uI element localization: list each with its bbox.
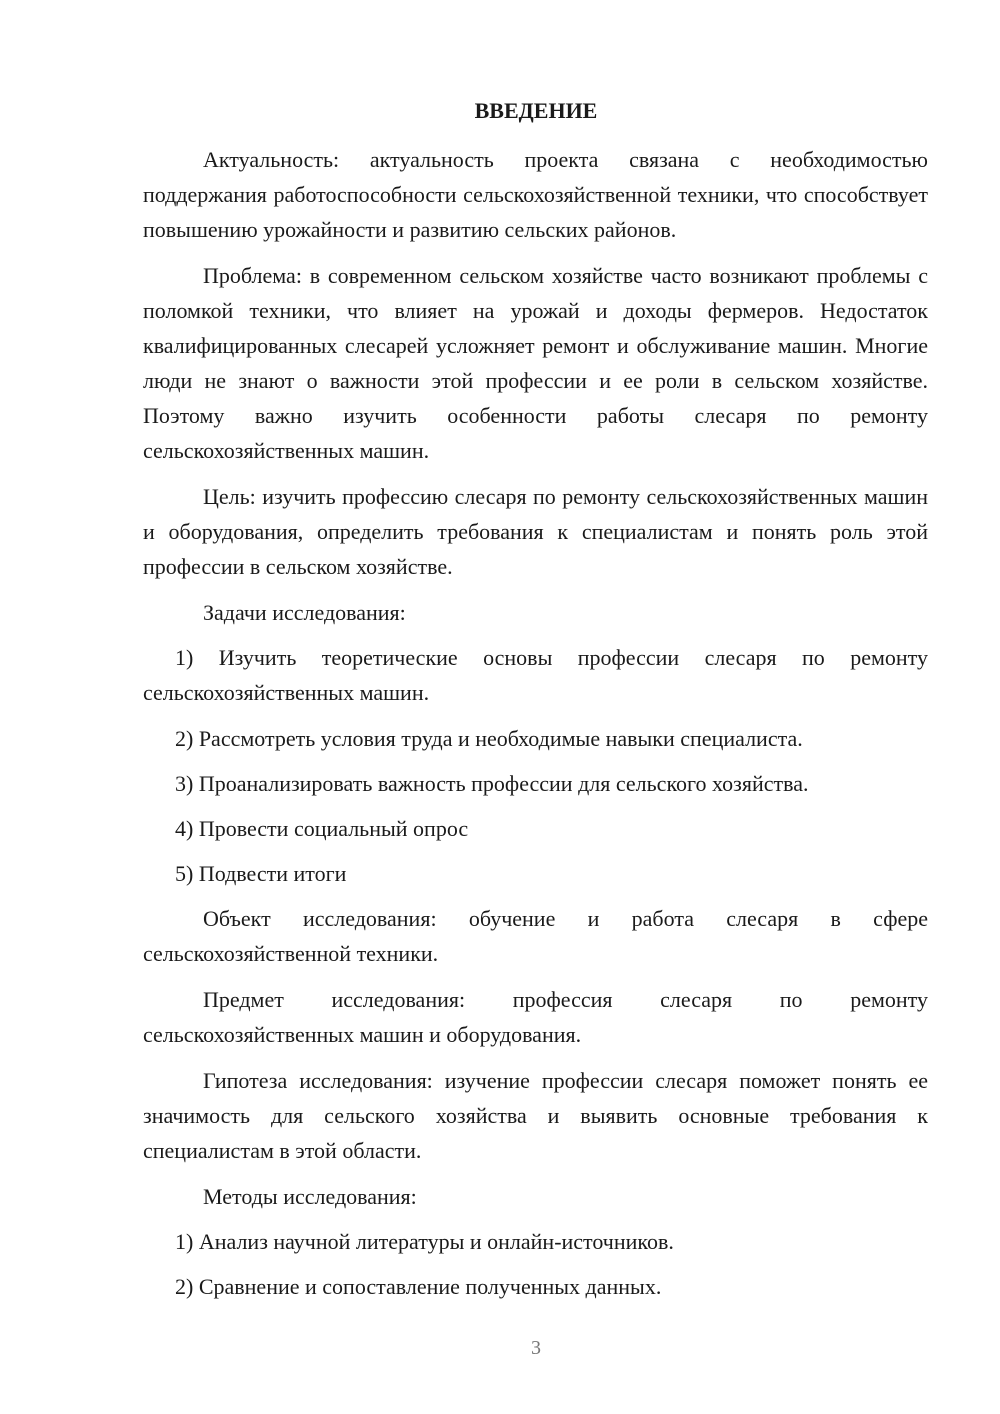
subject-paragraph: Предмет исследования: профессия слесаря по ремонту сельскохозяйственных машин и оборудования. <box>143 987 928 1047</box>
goal-paragraph: Цель: изучить профессию слесаря по ремонту сельскохозяйственных машин и оборудования, определить требования к специалистам и понять роль этой профессии в сельском хозяйстве. <box>143 484 928 579</box>
method-item-1: 1) Анализ научной литературы и онлайн-источников. <box>175 1229 674 1254</box>
problem-paragraph: Проблема: в современном сельском хозяйстве часто возникают проблемы с поломкой техники, что влияет на урожай и доходы фермеров. Недостаток квалифицированных слесарей усложняет ремонт и обслуживание машин. Многие люди не знают о важности этой профессии и ее роли в сельском хозяйстве. Поэтому важно изучить особенности работы слесаря по ремонту сельскохозяйственных машин. <box>143 263 928 463</box>
document-body <box>143 142 928 1314</box>
page-number: 3 <box>531 1337 541 1359</box>
task-item-1: 1) Изучить теоретические основы профессии слесаря по ремонту сельскохозяйственных машин. <box>143 645 928 705</box>
methods-title: Методы исследования: <box>203 1184 417 1209</box>
tasks-title: Задачи исследования: <box>203 600 406 625</box>
method-item-2: 2) Сравнение и сопоставление полученных данных. <box>175 1274 662 1299</box>
task-item-3: 3) Проанализировать важность профессии для сельского хозяйства. <box>175 771 809 796</box>
object-paragraph: Объект исследования: обучение и работа слесаря в сфере сельскохозяйственной техники. <box>143 906 928 966</box>
task-item-4: 4) Провести социальный опрос <box>175 816 469 841</box>
section-heading: ВВЕДЕНИЕ <box>474 98 598 123</box>
task-item-2: 2) Рассмотреть условия труда и необходимые навыки специалиста. <box>175 726 803 751</box>
hypothesis-paragraph: Гипотеза исследования: изучение профессии слесаря поможет понять ее значимость для сельского хозяйства и выявить основные требования к специалистам в этой области. <box>143 1068 928 1163</box>
task-item-5: 5) Подвести итоги <box>175 861 347 886</box>
relevance-paragraph: Актуальность: актуальность проекта связана с необходимостью поддержания работоспособности сельскохозяйственной техники, что способствует повышению урожайности и развитию сельских районов. <box>143 147 928 242</box>
